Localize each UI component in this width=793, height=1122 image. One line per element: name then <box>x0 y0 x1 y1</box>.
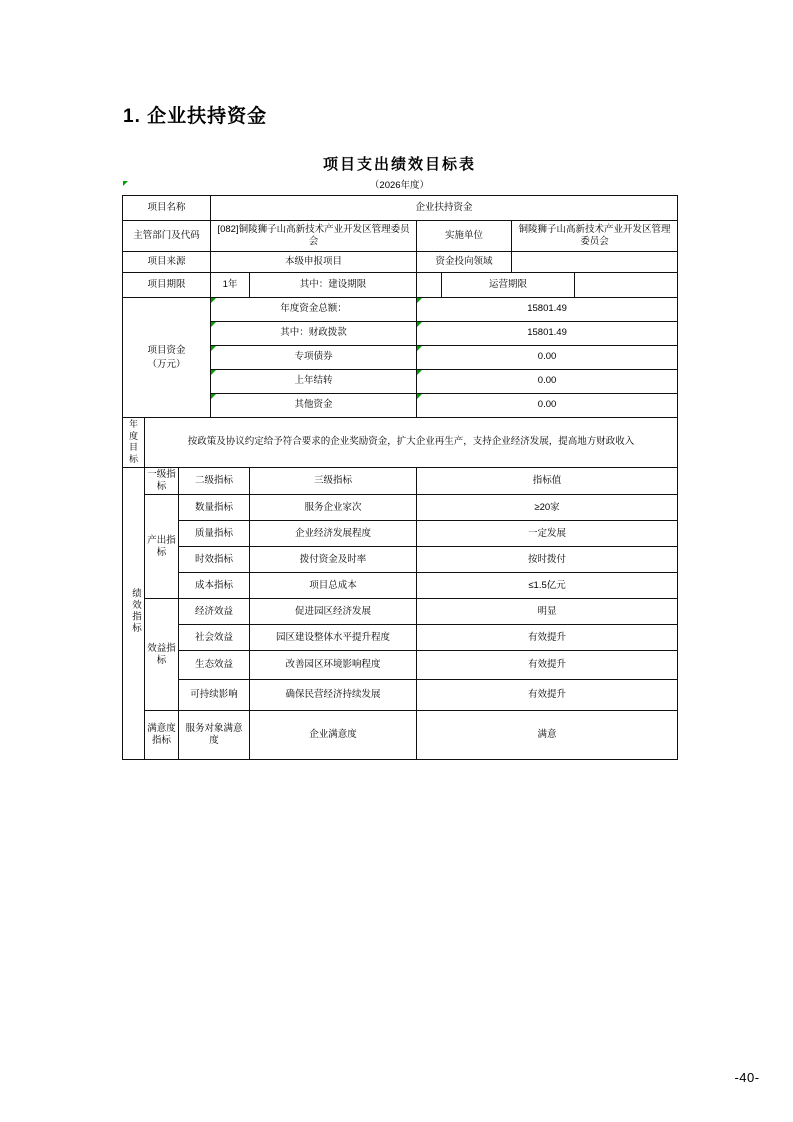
build-term-value <box>417 273 442 298</box>
level2-cell: 成本指标 <box>179 573 250 599</box>
level3-cell: 园区建设整体水平提升程度 <box>250 625 417 651</box>
indicator-row <box>123 495 678 521</box>
fund-item-name: 专项债券 <box>211 346 417 370</box>
level3-cell: 拨付资金及时率 <box>250 547 417 573</box>
level2-cell: 质量指标 <box>179 521 250 547</box>
indicator-row <box>123 711 678 760</box>
fund-item-name: 其中：财政拨款 <box>211 322 417 346</box>
performance-side-label: 绩效指标 <box>123 467 145 760</box>
fund-field-value <box>512 252 678 273</box>
target-value-cell: 明显 <box>417 599 678 625</box>
impl-unit-label: 实施单位 <box>417 221 512 252</box>
funds-label <box>123 298 211 418</box>
project-name-value: 企业扶持资金 <box>211 196 678 221</box>
table-subtitle <box>122 179 677 192</box>
header-level1: 一级指标 <box>145 467 179 495</box>
level2-cell: 可持续影响 <box>179 680 250 711</box>
performance-target-table <box>122 195 678 760</box>
term-label: 项目期限 <box>123 273 211 298</box>
target-value-cell: 按时拨付 <box>417 547 678 573</box>
level1-benefit: 效益指标 <box>145 599 179 711</box>
table-subtitle-text: （2026年度） <box>369 180 430 191</box>
performance-table-sheet <box>122 153 677 760</box>
fund-item-value: 15801.49 <box>417 298 678 322</box>
row-source <box>123 252 678 273</box>
indicator-row <box>123 651 678 680</box>
comment-marker-icon <box>123 181 128 186</box>
level3-cell: 促进园区经济发展 <box>250 599 417 625</box>
indicator-row <box>123 599 678 625</box>
target-value-cell: 满意 <box>417 711 678 760</box>
level3-cell: 项目总成本 <box>250 573 417 599</box>
header-level3: 三级指标 <box>250 467 417 495</box>
row-dept <box>123 221 678 252</box>
oper-term-value <box>575 273 678 298</box>
fund-item-value: 0.00 <box>417 394 678 418</box>
header-value: 指标值 <box>417 467 678 495</box>
oper-term-label: 运营期限 <box>442 273 575 298</box>
indicator-row <box>123 680 678 711</box>
level2-cell: 社会效益 <box>179 625 250 651</box>
indicator-row <box>123 625 678 651</box>
funds-label-line1: 项目资金 <box>147 345 186 357</box>
target-value-cell: 有效提升 <box>417 625 678 651</box>
row-fund-total <box>123 298 678 322</box>
level1-satisfaction: 满意度指标 <box>145 711 179 760</box>
row-term <box>123 273 678 298</box>
source-label: 项目来源 <box>123 252 211 273</box>
level2-cell: 经济效益 <box>179 599 250 625</box>
target-value-cell: ≥20家 <box>417 495 678 521</box>
fund-item-name: 上年结转 <box>211 370 417 394</box>
annual-goal-text: 按政策及协议约定给予符合要求的企业奖励资金，扩大企业再生产，支持企业经济发展，提高地方财政收入 <box>145 418 678 468</box>
source-value: 本级申报项目 <box>211 252 417 273</box>
level3-cell: 改善园区环境影响程度 <box>250 651 417 680</box>
indicator-row <box>123 521 678 547</box>
funds-label-line2: （万元） <box>147 358 186 370</box>
target-value-cell: ≤1.5亿元 <box>417 573 678 599</box>
level3-cell: 企业满意度 <box>250 711 417 760</box>
annual-goal-label: 年度目标 <box>123 418 145 468</box>
level1-output: 产出指标 <box>145 495 179 599</box>
fund-item-name: 其他资金 <box>211 394 417 418</box>
fund-field-label: 资金投向领域 <box>417 252 512 273</box>
level2-cell: 数量指标 <box>179 495 250 521</box>
term-value: 1年 <box>211 273 250 298</box>
fund-item-value: 0.00 <box>417 346 678 370</box>
build-term-label: 其中：建设期限 <box>250 273 417 298</box>
indicator-row <box>123 573 678 599</box>
indicator-row <box>123 547 678 573</box>
level2-cell: 时效指标 <box>179 547 250 573</box>
target-value-cell: 有效提升 <box>417 680 678 711</box>
level3-cell: 企业经济发展程度 <box>250 521 417 547</box>
dept-label: 主管部门及代码 <box>123 221 211 252</box>
fund-item-value: 0.00 <box>417 370 678 394</box>
header-level2: 二级指标 <box>179 467 250 495</box>
fund-item-value: 15801.49 <box>417 322 678 346</box>
project-name-label: 项目名称 <box>123 196 211 221</box>
level2-cell: 生态效益 <box>179 651 250 680</box>
level2-cell: 服务对象满意度 <box>179 711 250 760</box>
target-value-cell: 有效提升 <box>417 651 678 680</box>
section-heading: 1. 企业扶持资金 <box>123 106 268 127</box>
impl-unit-value: 铜陵狮子山高新技术产业开发区管理委员会 <box>512 221 678 252</box>
target-value-cell: 一定发展 <box>417 521 678 547</box>
level3-cell: 确保民营经济持续发展 <box>250 680 417 711</box>
table-title: 项目支出绩效目标表 <box>322 156 476 173</box>
row-indicator-header <box>123 467 678 495</box>
fund-item-name: 年度资金总额： <box>211 298 417 322</box>
dept-value: [082]铜陵狮子山高新技术产业开发区管理委员会 <box>211 221 417 252</box>
row-annual-goal <box>123 418 678 468</box>
page-number: -40- <box>734 1070 760 1085</box>
row-project-name <box>123 196 678 221</box>
level3-cell: 服务企业家次 <box>250 495 417 521</box>
